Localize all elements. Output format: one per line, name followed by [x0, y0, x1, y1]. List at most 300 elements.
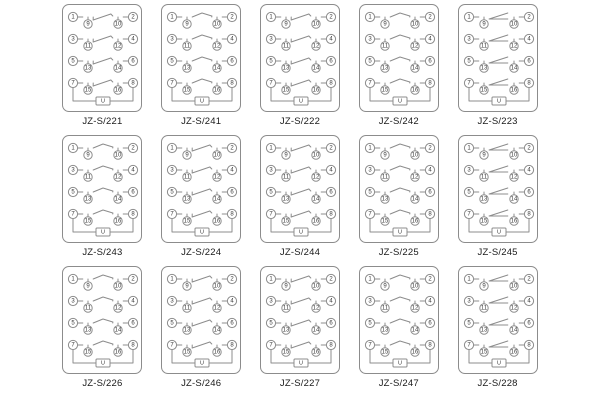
terminal-pin-5	[69, 187, 78, 196]
svg-text:11: 11	[480, 43, 487, 50]
terminal-pin-5	[266, 56, 275, 65]
terminal-pin-12	[312, 173, 320, 181]
terminal-pin-15	[282, 86, 290, 94]
svg-text:7: 7	[170, 80, 174, 87]
terminal-pin-7	[365, 209, 374, 218]
svg-text:13: 13	[381, 327, 389, 334]
svg-text:2: 2	[329, 14, 333, 21]
terminal-pin-8	[425, 340, 434, 349]
terminal-pin-2	[524, 12, 533, 21]
terminal-pin-7	[464, 340, 473, 349]
svg-text:15: 15	[381, 218, 389, 225]
svg-text:5: 5	[466, 189, 471, 196]
coil-label: U	[496, 98, 501, 105]
svg-text:6: 6	[131, 189, 136, 196]
svg-text:11: 11	[381, 43, 388, 50]
terminal-pin-16	[509, 86, 517, 94]
terminal-pin-4	[129, 296, 138, 305]
terminal-pin-13	[381, 64, 389, 72]
terminal-pin-11	[84, 304, 92, 312]
terminal-pin-16	[114, 217, 122, 225]
svg-text:13: 13	[381, 196, 389, 203]
terminal-pin-4	[425, 296, 434, 305]
svg-text:8: 8	[428, 342, 432, 349]
terminal-pin-6	[425, 56, 434, 65]
diagram-cell	[58, 4, 147, 135]
svg-text:4: 4	[329, 167, 333, 174]
terminal-pin-15	[84, 348, 92, 356]
diagram-caption: JZ-S/228	[477, 378, 518, 389]
terminal-pin-13	[183, 64, 191, 72]
svg-text:2: 2	[428, 14, 432, 21]
terminal-pin-14	[411, 326, 419, 334]
svg-text:1: 1	[71, 14, 76, 21]
coil-label: U	[298, 360, 303, 367]
terminal-pin-6	[228, 56, 237, 65]
relay-wiring-schematic	[162, 136, 242, 244]
svg-text:13: 13	[85, 65, 92, 72]
svg-text:2: 2	[329, 276, 333, 283]
terminal-pin-3	[69, 296, 78, 305]
svg-text:3: 3	[368, 36, 372, 43]
diagram-cell	[354, 266, 443, 397]
terminal-pin-4	[228, 34, 237, 43]
terminal-pin-10	[509, 151, 517, 159]
terminal-pin-11	[381, 304, 389, 312]
svg-text:16: 16	[312, 218, 320, 225]
terminal-pin-6	[326, 187, 335, 196]
relay-wiring-schematic	[261, 267, 341, 375]
diagram-caption: JZ-S/245	[477, 247, 518, 258]
svg-text:7: 7	[71, 80, 76, 87]
terminal-pin-15	[183, 217, 191, 225]
svg-text:14: 14	[213, 327, 221, 334]
coil-label: U	[496, 360, 501, 367]
terminal-pin-7	[266, 340, 275, 349]
svg-text:11: 11	[480, 305, 487, 312]
terminal-pin-8	[129, 340, 138, 349]
terminal-pin-3	[168, 296, 177, 305]
svg-text:13: 13	[480, 65, 487, 72]
terminal-pin-1	[266, 12, 275, 21]
terminal-pin-3	[365, 165, 374, 174]
svg-text:9: 9	[185, 21, 189, 28]
svg-text:8: 8	[526, 80, 531, 87]
terminal-pin-6	[228, 318, 237, 327]
svg-text:7: 7	[71, 211, 76, 218]
svg-text:2: 2	[526, 145, 531, 152]
relay-outline-box	[62, 4, 142, 112]
terminal-pin-9	[84, 282, 92, 290]
terminal-pin-13	[183, 195, 191, 203]
svg-text:3: 3	[269, 36, 273, 43]
terminal-pin-10	[213, 151, 221, 159]
terminal-pin-5	[69, 56, 78, 65]
diagram-cell	[256, 135, 345, 266]
svg-text:8: 8	[428, 80, 432, 87]
terminal-pin-16	[213, 348, 221, 356]
svg-text:3: 3	[368, 298, 372, 305]
relay-outline-box	[359, 4, 439, 112]
terminal-pin-6	[326, 318, 335, 327]
svg-text:9: 9	[481, 283, 486, 290]
terminal-pin-15	[479, 348, 487, 356]
svg-text:15: 15	[282, 349, 290, 356]
svg-text:10: 10	[312, 283, 320, 290]
terminal-pin-15	[381, 348, 389, 356]
svg-text:7: 7	[269, 342, 273, 349]
terminal-pin-11	[282, 42, 290, 50]
svg-text:12: 12	[411, 305, 419, 312]
svg-text:5: 5	[71, 58, 76, 65]
terminal-pin-12	[213, 304, 221, 312]
svg-text:14: 14	[115, 327, 122, 334]
svg-text:10: 10	[510, 21, 517, 28]
terminal-pin-5	[365, 56, 374, 65]
svg-text:6: 6	[131, 58, 136, 65]
svg-text:15: 15	[282, 218, 290, 225]
svg-text:5: 5	[269, 58, 273, 65]
terminal-pin-8	[326, 78, 335, 87]
terminal-pin-1	[168, 12, 177, 21]
svg-text:2: 2	[329, 145, 333, 152]
svg-text:9: 9	[284, 21, 288, 28]
relay-outline-box	[62, 266, 142, 374]
terminal-pin-2	[129, 143, 138, 152]
svg-text:7: 7	[466, 342, 471, 349]
diagram-caption: JZ-S/246	[181, 378, 222, 389]
terminal-pin-16	[411, 86, 419, 94]
terminal-pin-9	[381, 20, 389, 28]
terminal-pin-13	[183, 326, 191, 334]
svg-text:6: 6	[230, 320, 234, 327]
terminal-pin-2	[228, 12, 237, 21]
svg-text:10: 10	[312, 21, 320, 28]
svg-text:15: 15	[381, 349, 389, 356]
terminal-pin-6	[425, 318, 434, 327]
terminal-pin-9	[183, 20, 191, 28]
terminal-pin-16	[509, 348, 517, 356]
terminal-pin-7	[365, 340, 374, 349]
coil-label: U	[200, 229, 205, 236]
svg-text:9: 9	[481, 21, 486, 28]
svg-text:15: 15	[183, 87, 191, 94]
terminal-pin-8	[129, 209, 138, 218]
svg-text:8: 8	[131, 211, 136, 218]
diagram-cell	[354, 135, 443, 266]
coil-label: U	[298, 98, 303, 105]
svg-text:2: 2	[230, 276, 234, 283]
svg-text:8: 8	[230, 80, 234, 87]
svg-text:14: 14	[312, 65, 320, 72]
svg-text:5: 5	[71, 189, 76, 196]
terminal-pin-3	[168, 34, 177, 43]
terminal-pin-13	[381, 195, 389, 203]
terminal-pin-12	[114, 42, 122, 50]
terminal-pin-11	[84, 173, 92, 181]
relay-wiring-schematic	[63, 267, 143, 375]
svg-text:5: 5	[269, 189, 273, 196]
diagram-cell	[157, 266, 246, 397]
svg-text:6: 6	[230, 58, 234, 65]
terminal-pin-5	[69, 318, 78, 327]
diagram-cell	[354, 4, 443, 135]
svg-text:13: 13	[480, 327, 487, 334]
svg-text:14: 14	[510, 196, 517, 203]
terminal-pin-8	[228, 340, 237, 349]
diagram-caption: JZ-S/241	[181, 116, 222, 127]
svg-text:2: 2	[131, 145, 136, 152]
relay-outline-box	[458, 4, 538, 112]
terminal-pin-5	[266, 187, 275, 196]
svg-text:10: 10	[115, 152, 122, 159]
diagram-caption: JZ-S/226	[82, 378, 123, 389]
terminal-pin-13	[479, 195, 487, 203]
terminal-pin-7	[69, 209, 78, 218]
relay-wiring-schematic	[360, 267, 440, 375]
terminal-pin-3	[365, 34, 374, 43]
svg-text:4: 4	[428, 36, 432, 43]
svg-text:13: 13	[282, 196, 290, 203]
terminal-pin-12	[312, 304, 320, 312]
svg-text:3: 3	[71, 36, 76, 43]
terminal-pin-11	[183, 173, 191, 181]
svg-text:14: 14	[411, 327, 419, 334]
svg-text:5: 5	[170, 320, 174, 327]
svg-text:4: 4	[230, 167, 234, 174]
terminal-pin-4	[524, 296, 533, 305]
svg-text:14: 14	[312, 327, 320, 334]
terminal-pin-1	[365, 143, 374, 152]
terminal-pin-13	[479, 326, 487, 334]
svg-text:13: 13	[480, 196, 487, 203]
svg-text:6: 6	[526, 320, 531, 327]
svg-text:1: 1	[368, 14, 372, 21]
terminal-pin-11	[183, 304, 191, 312]
terminal-pin-9	[183, 282, 191, 290]
terminal-pin-4	[228, 296, 237, 305]
terminal-pin-1	[464, 143, 473, 152]
terminal-pin-8	[524, 78, 533, 87]
terminal-pin-15	[84, 86, 92, 94]
svg-text:1: 1	[170, 14, 174, 21]
svg-text:2: 2	[526, 276, 531, 283]
terminal-pin-5	[168, 56, 177, 65]
svg-text:2: 2	[230, 14, 234, 21]
terminal-pin-4	[326, 296, 335, 305]
relay-wiring-schematic	[162, 267, 242, 375]
svg-text:12: 12	[312, 43, 320, 50]
svg-text:12: 12	[213, 43, 221, 50]
diagram-caption: JZ-S/224	[181, 247, 222, 258]
svg-text:11: 11	[85, 43, 92, 50]
svg-text:16: 16	[510, 349, 517, 356]
relay-outline-box	[161, 4, 241, 112]
svg-text:12: 12	[312, 305, 320, 312]
terminal-pin-16	[411, 217, 419, 225]
terminal-pin-12	[213, 173, 221, 181]
coil-label: U	[397, 229, 402, 236]
terminal-pin-6	[129, 187, 138, 196]
svg-text:1: 1	[71, 145, 76, 152]
terminal-pin-4	[129, 165, 138, 174]
svg-text:8: 8	[131, 342, 136, 349]
svg-text:14: 14	[115, 196, 122, 203]
diagram-cell	[157, 4, 246, 135]
terminal-pin-12	[114, 173, 122, 181]
svg-text:16: 16	[115, 349, 122, 356]
terminal-pin-16	[509, 217, 517, 225]
svg-text:8: 8	[329, 342, 333, 349]
terminal-pin-11	[381, 42, 389, 50]
terminal-pin-8	[524, 209, 533, 218]
svg-text:11: 11	[184, 174, 191, 181]
terminal-pin-8	[228, 209, 237, 218]
svg-text:10: 10	[115, 21, 122, 28]
svg-text:14: 14	[312, 196, 320, 203]
terminal-pin-2	[326, 143, 335, 152]
terminal-pin-15	[183, 348, 191, 356]
terminal-pin-15	[183, 86, 191, 94]
terminal-pin-11	[84, 42, 92, 50]
terminal-pin-12	[114, 304, 122, 312]
terminal-pin-12	[509, 42, 517, 50]
svg-text:12: 12	[213, 305, 221, 312]
relay-outline-box	[62, 135, 142, 243]
terminal-pin-9	[479, 151, 487, 159]
svg-text:8: 8	[131, 80, 136, 87]
terminal-pin-11	[381, 173, 389, 181]
svg-text:1: 1	[269, 14, 273, 21]
svg-text:16: 16	[312, 87, 320, 94]
terminal-pin-1	[69, 12, 78, 21]
svg-text:2: 2	[428, 145, 432, 152]
relay-outline-box	[161, 135, 241, 243]
terminal-pin-3	[365, 296, 374, 305]
svg-text:15: 15	[480, 87, 487, 94]
svg-text:7: 7	[269, 80, 273, 87]
terminal-pin-13	[84, 326, 92, 334]
terminal-pin-7	[464, 209, 473, 218]
terminal-pin-13	[84, 195, 92, 203]
svg-text:1: 1	[269, 145, 273, 152]
svg-text:13: 13	[183, 327, 191, 334]
terminal-pin-16	[213, 86, 221, 94]
coil-label: U	[200, 360, 205, 367]
terminal-pin-13	[282, 195, 290, 203]
terminal-pin-10	[114, 151, 122, 159]
terminal-pin-5	[365, 318, 374, 327]
terminal-pin-16	[312, 348, 320, 356]
relay-outline-box	[260, 266, 340, 374]
terminal-pin-6	[524, 318, 533, 327]
terminal-pin-11	[183, 42, 191, 50]
svg-text:15: 15	[480, 349, 487, 356]
terminal-pin-1	[168, 143, 177, 152]
svg-text:10: 10	[115, 283, 122, 290]
terminal-pin-2	[524, 143, 533, 152]
svg-text:9: 9	[284, 283, 288, 290]
terminal-pin-10	[411, 20, 419, 28]
svg-text:9: 9	[185, 283, 189, 290]
svg-text:7: 7	[170, 342, 174, 349]
terminal-pin-4	[425, 165, 434, 174]
terminal-pin-10	[509, 282, 517, 290]
svg-text:2: 2	[131, 14, 136, 21]
relay-wiring-schematic	[63, 5, 143, 113]
relay-wiring-schematic	[459, 136, 539, 244]
diagram-caption: JZ-S/221	[82, 116, 123, 127]
svg-text:15: 15	[480, 218, 487, 225]
terminal-pin-10	[114, 282, 122, 290]
svg-text:16: 16	[115, 87, 122, 94]
terminal-pin-2	[228, 274, 237, 283]
svg-text:12: 12	[510, 305, 517, 312]
relay-outline-box	[359, 135, 439, 243]
terminal-pin-16	[411, 348, 419, 356]
terminal-pin-5	[464, 56, 473, 65]
terminal-pin-5	[168, 187, 177, 196]
terminal-pin-12	[509, 304, 517, 312]
terminal-pin-9	[479, 20, 487, 28]
terminal-pin-4	[326, 165, 335, 174]
svg-text:9: 9	[86, 21, 91, 28]
terminal-pin-1	[464, 12, 473, 21]
svg-text:12: 12	[510, 174, 517, 181]
terminal-pin-3	[266, 296, 275, 305]
svg-text:14: 14	[213, 196, 221, 203]
svg-text:6: 6	[329, 320, 333, 327]
svg-text:9: 9	[284, 152, 288, 159]
svg-text:1: 1	[71, 276, 76, 283]
coil-label: U	[101, 98, 106, 105]
terminal-pin-2	[425, 143, 434, 152]
svg-text:4: 4	[526, 298, 531, 305]
terminal-pin-15	[84, 217, 92, 225]
terminal-pin-16	[114, 86, 122, 94]
svg-text:15: 15	[183, 218, 191, 225]
svg-text:5: 5	[269, 320, 273, 327]
terminal-pin-3	[464, 165, 473, 174]
svg-text:11: 11	[381, 174, 388, 181]
svg-text:15: 15	[85, 349, 92, 356]
svg-text:14: 14	[115, 65, 122, 72]
svg-text:16: 16	[411, 349, 419, 356]
svg-text:8: 8	[329, 211, 333, 218]
terminal-pin-3	[464, 296, 473, 305]
terminal-pin-4	[425, 34, 434, 43]
svg-text:4: 4	[526, 36, 531, 43]
diagram-caption: JZ-S/223	[477, 116, 518, 127]
coil-label: U	[101, 229, 106, 236]
terminal-pin-9	[381, 151, 389, 159]
terminal-pin-6	[129, 56, 138, 65]
svg-text:11: 11	[282, 174, 290, 181]
svg-text:13: 13	[85, 327, 92, 334]
svg-text:14: 14	[213, 65, 221, 72]
terminal-pin-3	[168, 165, 177, 174]
diagram-caption: JZ-S/243	[82, 247, 123, 258]
svg-text:8: 8	[230, 342, 234, 349]
terminal-pin-5	[168, 318, 177, 327]
terminal-pin-9	[282, 151, 290, 159]
svg-text:13: 13	[183, 65, 191, 72]
svg-text:12: 12	[115, 43, 122, 50]
svg-text:6: 6	[428, 58, 432, 65]
svg-text:7: 7	[368, 342, 372, 349]
svg-text:13: 13	[85, 196, 92, 203]
svg-text:11: 11	[85, 174, 92, 181]
